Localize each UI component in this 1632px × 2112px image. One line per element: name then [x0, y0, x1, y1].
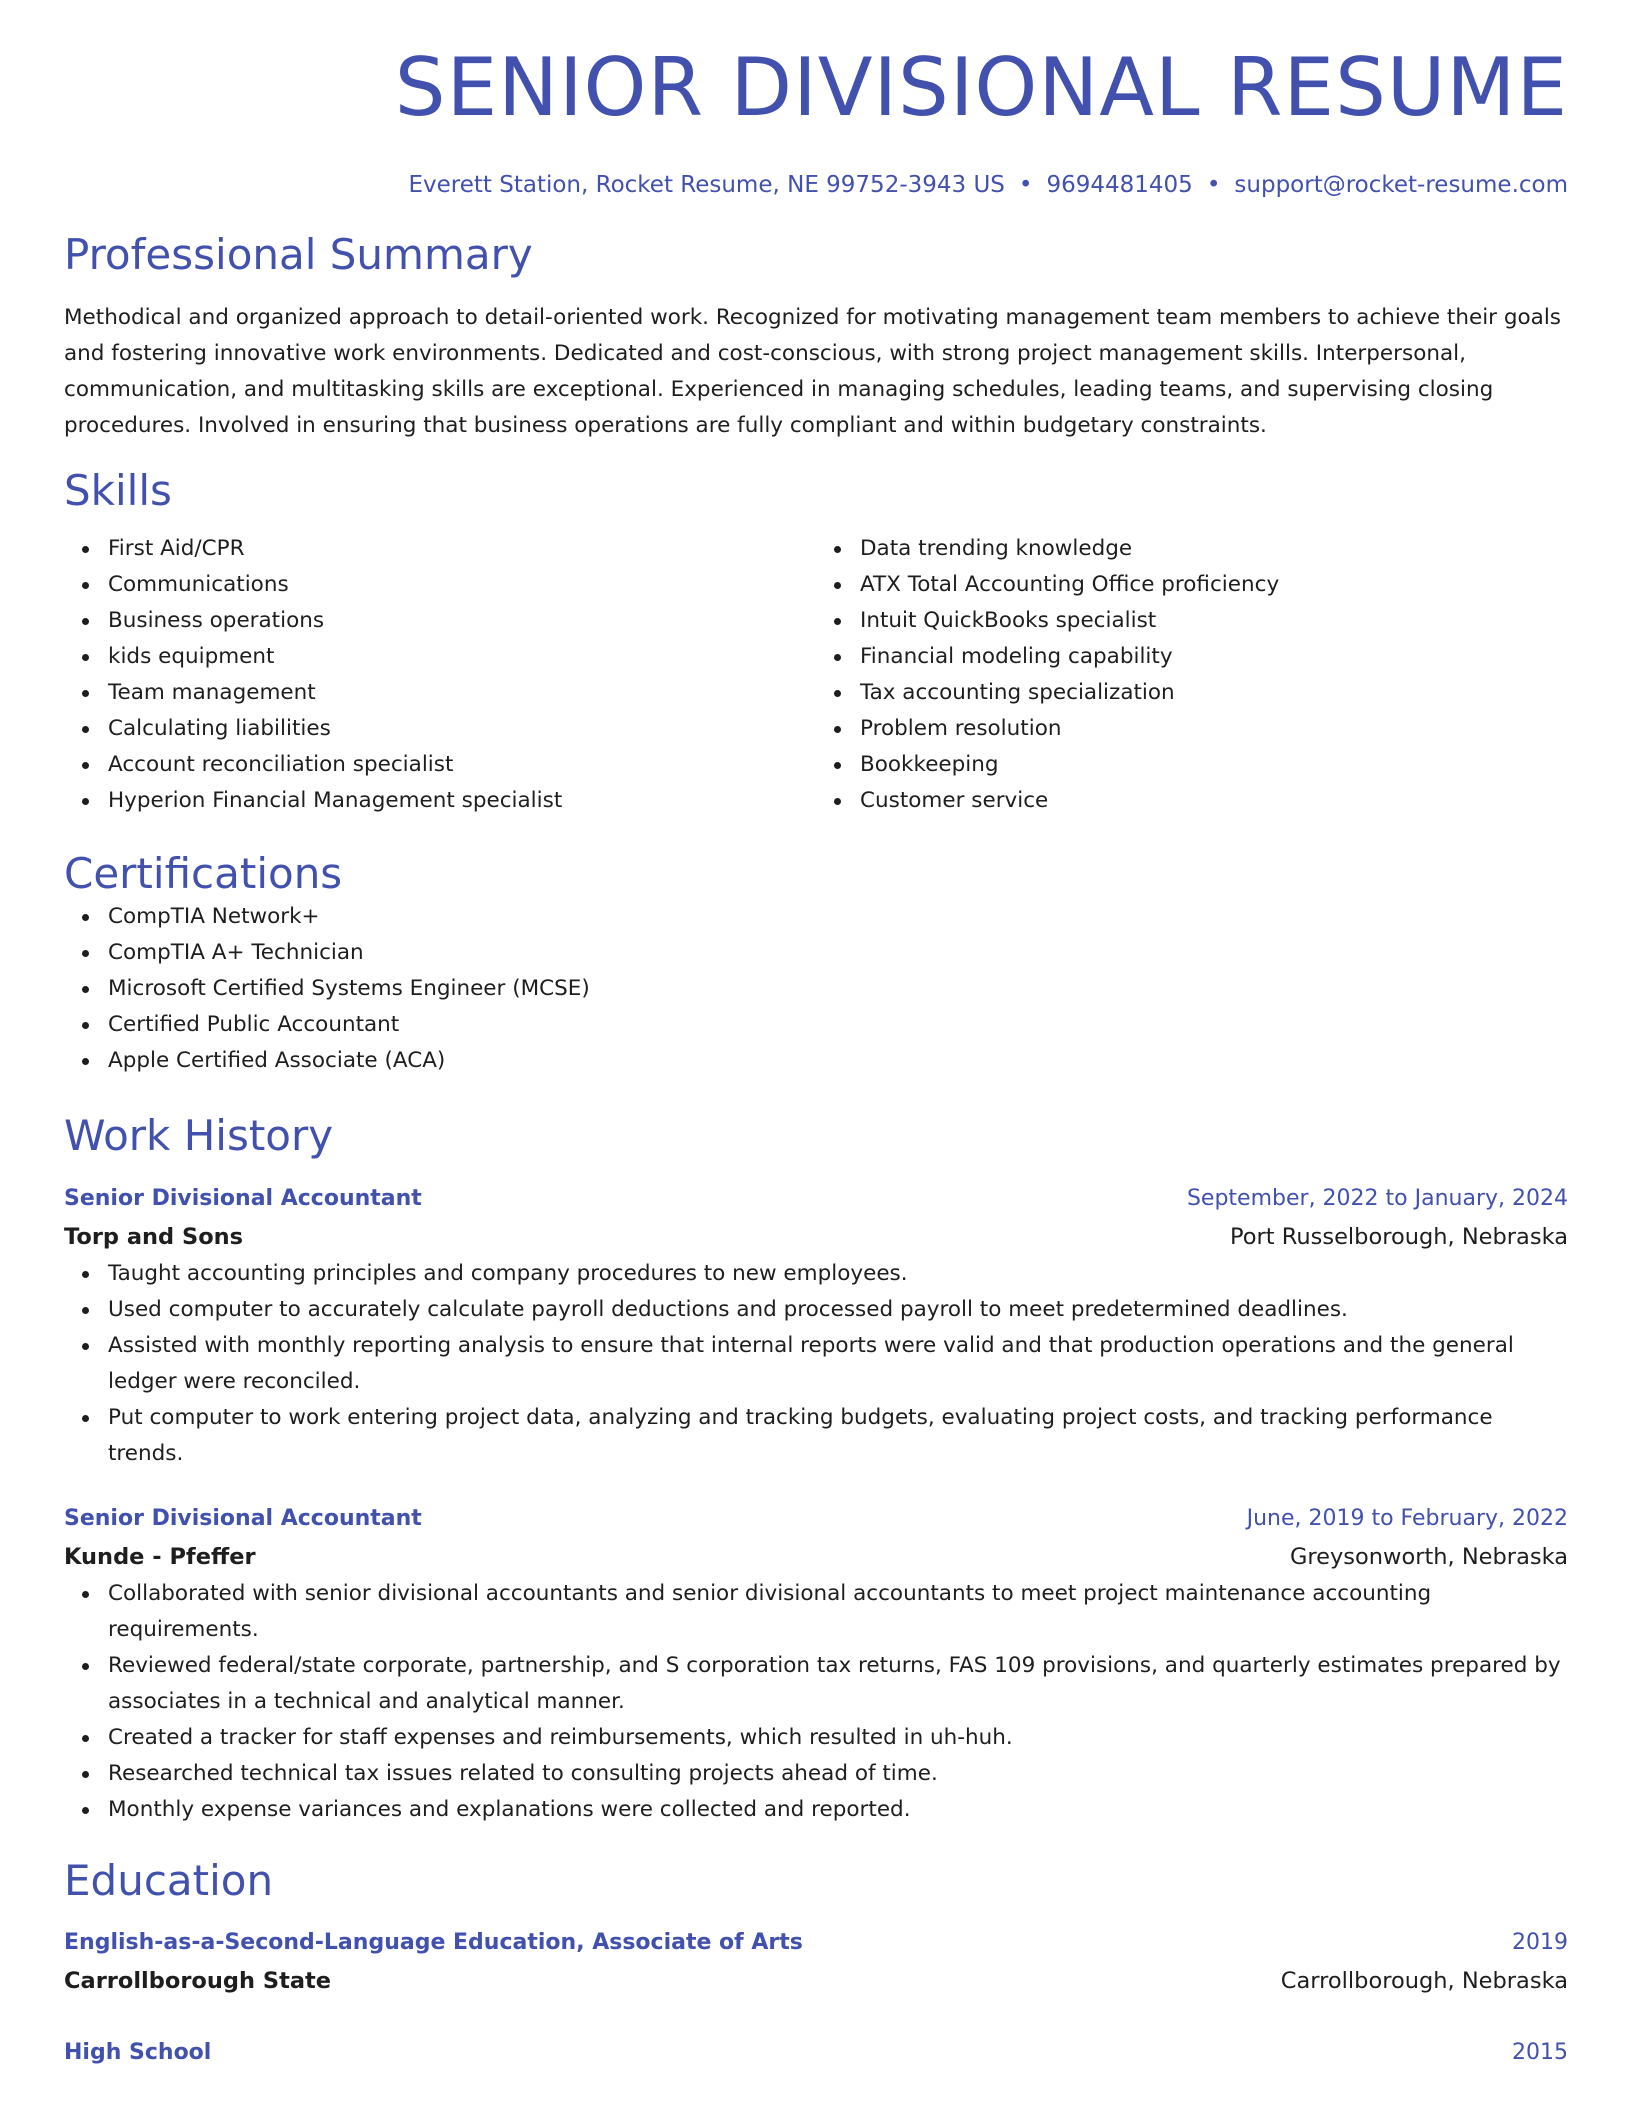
education-degree: English-as-a-Second-Language Education, Associate of Arts [64, 1929, 803, 1955]
job-dates: September, 2022 to January, 2024 [1186, 1185, 1568, 1211]
skills-column-right [816, 531, 1568, 819]
job-header-row [64, 1180, 1568, 1218]
certification-item: CompTIA A+ Technician [108, 935, 1568, 971]
skill-item: Communications [108, 567, 816, 603]
job-duty-item: Reviewed federal/state corporate, partnership, and S corporation tax returns, FAS 109 provisions, and quarterly estimates prepared by associates in a technical and analytical manner. [108, 1648, 1568, 1720]
job-duty-item: Researched technical tax issues related to consulting projects ahead of time. [108, 1756, 1568, 1792]
work-history-heading: Work History [64, 1111, 334, 1161]
certification-item: Microsoft Certified Systems Engineer (MCSE) [108, 971, 1568, 1007]
certifications-heading: Certifications [64, 848, 343, 898]
contact-separator: • [1206, 172, 1221, 198]
certifications-list [64, 899, 1568, 1079]
job-title: Senior Divisional Accountant [64, 1185, 422, 1211]
job-header-row [64, 1500, 1568, 1538]
skill-item: Account reconciliation specialist [108, 747, 816, 783]
skill-item: kids equipment [108, 639, 816, 675]
job-duty-item: Used computer to accurately calculate payroll deductions and processed payroll to meet predetermined deadlines. [108, 1292, 1568, 1328]
skills-column-left [64, 531, 816, 819]
summary-heading: Professional Summary [64, 230, 533, 279]
contact-line [64, 172, 1568, 198]
skill-item: Calculating liabilities [108, 711, 816, 747]
skill-item: Financial modeling capability [860, 639, 1568, 675]
contact-separator: • [1018, 172, 1033, 198]
job-dates: June, 2019 to February, 2022 [1246, 1505, 1568, 1531]
skill-item: Data trending knowledge [860, 531, 1568, 567]
contact-email: support@rocket-resume.com [1234, 172, 1568, 198]
skill-item: Tax accounting specialization [860, 675, 1568, 711]
skill-item: Intuit QuickBooks specialist [860, 603, 1568, 639]
education-year: 2019 [1512, 1929, 1568, 1955]
job-location: Greysonworth, Nebraska [1289, 1543, 1568, 1570]
job-company-row [64, 1538, 1568, 1576]
job-location: Port Russelborough, Nebraska [1230, 1223, 1568, 1250]
resume-title: SENIOR DIVISIONAL RESUME [394, 41, 1568, 134]
education-school: Carrollborough State [64, 1967, 332, 1994]
job-company: Kunde - Pfeffer [64, 1543, 256, 1570]
job-duty-item: Created a tracker for staff expenses and reimbursements, which resulted in uh-huh. [108, 1720, 1568, 1756]
skill-item: ATX Total Accounting Office proficiency [860, 567, 1568, 603]
resume-page [64, 40, 1568, 2072]
skill-item: Business operations [108, 603, 816, 639]
education-header-row [64, 2034, 1568, 2072]
job-duty-item: Taught accounting principles and company procedures to new employees. [108, 1256, 1568, 1292]
job-duty-item: Assisted with monthly reporting analysis to ensure that internal reports were valid and that production operations and the general ledger were reconciled. [108, 1328, 1568, 1400]
education-entry [64, 1924, 1568, 2000]
job-company-row [64, 1218, 1568, 1256]
education-entry [64, 2034, 1568, 2072]
certification-item: Apple Certified Associate (ACA) [108, 1043, 1568, 1079]
education-header-row [64, 1924, 1568, 1962]
job-entry [64, 1180, 1568, 1472]
education-year: 2015 [1512, 2039, 1568, 2065]
job-duties-list [64, 1256, 1568, 1472]
job-duty-item: Monthly expense variances and explanations were collected and reported. [108, 1792, 1568, 1828]
job-duties-list [64, 1576, 1568, 1828]
job-entry [64, 1500, 1568, 1828]
summary-text: Methodical and organized approach to detail-oriented work. Recognized for motivating management team members to achieve their goals and fostering innovative work environments. Dedicated and cost-conscious, with strong project management skills. Interpersonal, communication, and multitasking skills are exceptional. Experienced in managing schedules, leading teams, and supervising closing procedures. Involved in ensuring that business operations are fully compliant and within budgetary constraints. [64, 305, 1562, 439]
job-title: Senior Divisional Accountant [64, 1505, 422, 1531]
skill-item: Problem resolution [860, 711, 1568, 747]
education-location: Carrollborough, Nebraska [1280, 1967, 1568, 1994]
certification-item: CompTIA Network+ [108, 899, 1568, 935]
job-duty-item: Put computer to work entering project data, analyzing and tracking budgets, evaluating project costs, and tracking performance trends. [108, 1400, 1568, 1472]
skill-item: Team management [108, 675, 816, 711]
skill-item: Bookkeeping [860, 747, 1568, 783]
skill-item: First Aid/CPR [108, 531, 816, 567]
skills-list [64, 531, 1568, 819]
job-company: Torp and Sons [64, 1223, 244, 1250]
skills-heading: Skills [64, 466, 172, 516]
skill-item: Hyperion Financial Management specialist [108, 783, 816, 819]
contact-phone: 9694481405 [1046, 172, 1193, 198]
education-school-row [64, 1962, 1568, 2000]
certification-item: Certified Public Accountant [108, 1007, 1568, 1043]
job-duty-item: Collaborated with senior divisional accountants and senior divisional accountants to meet project maintenance accounting requirements. [108, 1576, 1568, 1648]
education-heading: Education [64, 1855, 274, 1905]
contact-address: Everett Station, Rocket Resume, NE 99752-3943 US [408, 172, 1005, 198]
skill-item: Customer service [860, 783, 1568, 819]
education-degree: High School [64, 2039, 212, 2065]
